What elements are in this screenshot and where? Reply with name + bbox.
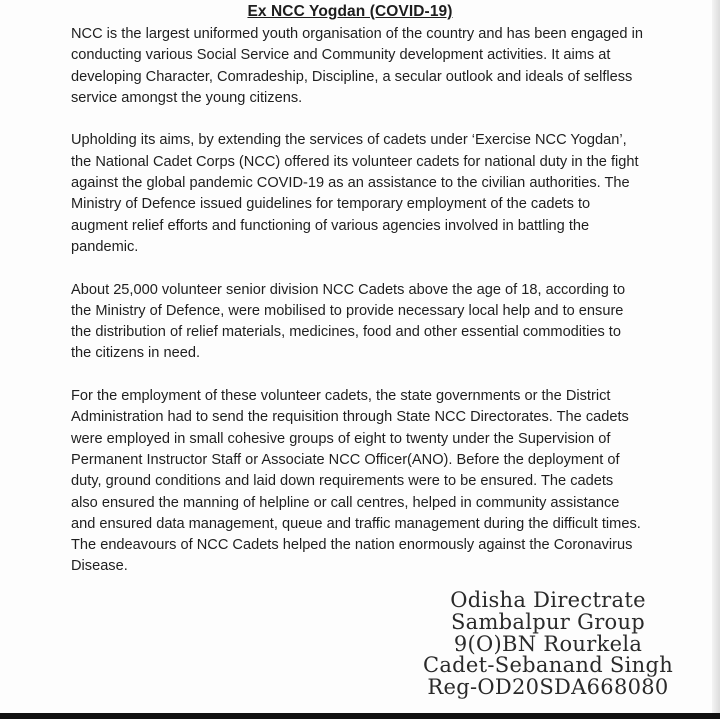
bottom-border [0, 713, 720, 719]
document-title: Ex NCC Yogdan (COVID-19) [247, 3, 453, 20]
signature-battalion: 9(O)BN Rourkela [453, 631, 643, 656]
signature-registration: Reg-OD20SDA668080 [427, 675, 669, 700]
page-edge-shadow [712, 0, 720, 719]
signature-block [398, 590, 698, 699]
signature-group: Sambalpur Group [450, 609, 646, 634]
paragraph-yogdan: Upholding its aims, by extending the services of cadets under ‘Exercise NCC Yogdan’, the National Cadet Corps (NCC) offered its volunteer cadets for national duty in the fight against the global pandemic COVID-19 as an assistance to the civilian authorities. The Ministry of Defence issued guidelines for temporary employment of the cadets to augment relief efforts and functioning of various agencies involved in battling the pandemic. [71, 132, 639, 255]
paragraph-intro: NCC is the largest uniformed youth organisation of the country and has been engaged in conducting various Social Service and Community development activities. It aims at developing Character, Comradeship, Discipline, a secular outlook and ideals of selfless service amongst the young citizens. [71, 26, 643, 106]
document-body [71, 24, 643, 599]
signature-cadet-name: Cadet-Sebanand Singh [422, 653, 674, 678]
signature-directorate: Odisha Directrate [450, 588, 646, 612]
paragraph-employment: For the employment of these volunteer cadets, the state governments or the District Administration had to send the requisition through State NCC Directorates. The cadets were employed in small cohesive groups of eight to twenty under the Supervision of Permanent Instructor Staff or Associate NCC Officer(ANO). Before the deployment of duty, ground conditions and laid down requirements were to be ensured. The cadets also ensured the manning of helpline or call centres, helped in community assistance and ensured data management, queue and traffic management during the difficult times. The endeavours of NCC Cadets helped the nation enormously against the Coronavirus Disease. [71, 388, 641, 575]
paragraph-volunteers: About 25,000 volunteer senior division NCC Cadets above the age of 18, according to the Ministry of Defence, were mobilised to provide necessary local help and to ensure the distribution of relief materials, medicines, food and other essential commodities to the citizens in need. [71, 281, 626, 362]
